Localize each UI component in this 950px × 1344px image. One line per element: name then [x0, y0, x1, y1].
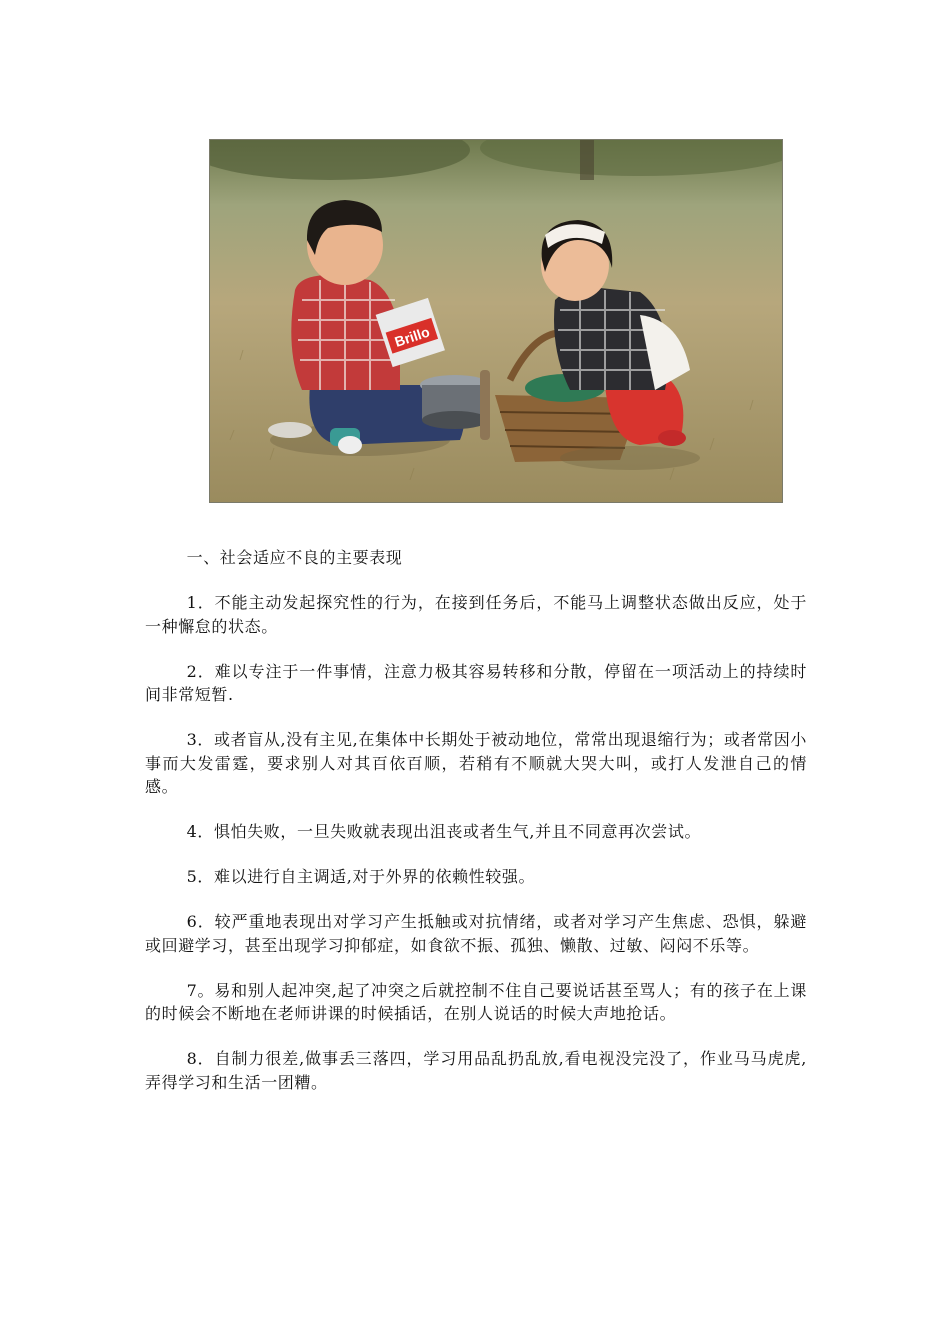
photo-children-picnic	[209, 139, 783, 503]
list-item: 6．较严重地表现出对学习产生抵触或对抗情绪，或者对学习产生焦虑、恐惧，躲避或回避学习，甚至出现学习抑郁症，如食欲不振、孤独、懒散、过敏、闷闷不乐等。	[145, 912, 807, 955]
list-item: 8．自制力很差,做事丢三落四，学习用品乱扔乱放,看电视没完没了，作业马马虎虎,弄得学习和生活一团糟。	[145, 1049, 807, 1092]
photo-illustration	[210, 140, 782, 502]
list-item: 4．惧怕失败，一旦失败就表现出沮丧或者生气,并且不同意再次尝试。	[186, 822, 702, 841]
list-item: 3．或者盲从,没有主见,在集体中长期处于被动地位，常常出现退缩行为；或者常因小事而大发雷霆，要求别人对其百依百顺，若稍有不顺就大哭大叫，或打人发泄自己的情感。	[145, 730, 807, 796]
list-item: 2．难以专注于一件事情，注意力极其容易转移和分散，停留在一项活动上的持续时间非常短暂.	[145, 661, 807, 704]
list-item: 5．难以进行自主调适,对于外界的依赖性较强。	[186, 867, 536, 886]
section-heading: 一、社会适应不良的主要表现	[186, 548, 403, 567]
list-item: 1．不能主动发起探究性的行为，在接到任务后，不能马上调整状态做出反应，处于一种懈怠的状态。	[145, 593, 807, 636]
document-body	[145, 546, 807, 1116]
list-item: 7。易和别人起冲突,起了冲突之后就控制不住自己要说话甚至骂人；有的孩子在上课的时候会不断地在老师讲课的时候插话，在别人说话的时候大声地抢话。	[145, 980, 807, 1023]
package-text: Brillo	[392, 323, 432, 350]
